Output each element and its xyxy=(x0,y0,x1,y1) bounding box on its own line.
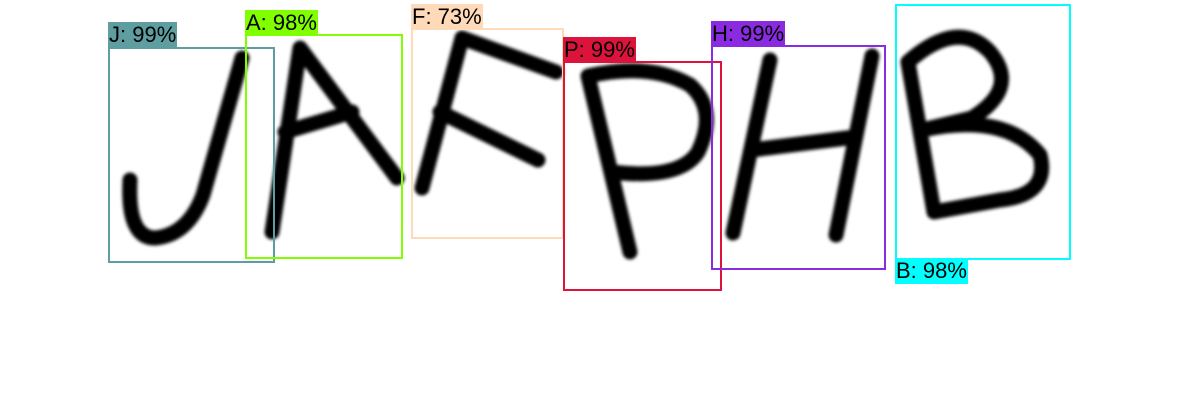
detection-label-a: A: 98% xyxy=(246,10,317,35)
detection-box-a xyxy=(245,34,403,259)
detection-box-h xyxy=(711,45,886,270)
detection-box-b xyxy=(895,4,1071,260)
detection-label-f: F: 73% xyxy=(412,4,482,29)
detection-box-f xyxy=(411,28,564,239)
detection-box-p xyxy=(563,61,722,291)
detection-label-j: J: 99% xyxy=(109,22,177,47)
detection-label-p: P: 99% xyxy=(564,37,635,62)
detection-label-b: B: 98% xyxy=(896,258,967,283)
detection-label-h: H: 99% xyxy=(712,21,785,46)
